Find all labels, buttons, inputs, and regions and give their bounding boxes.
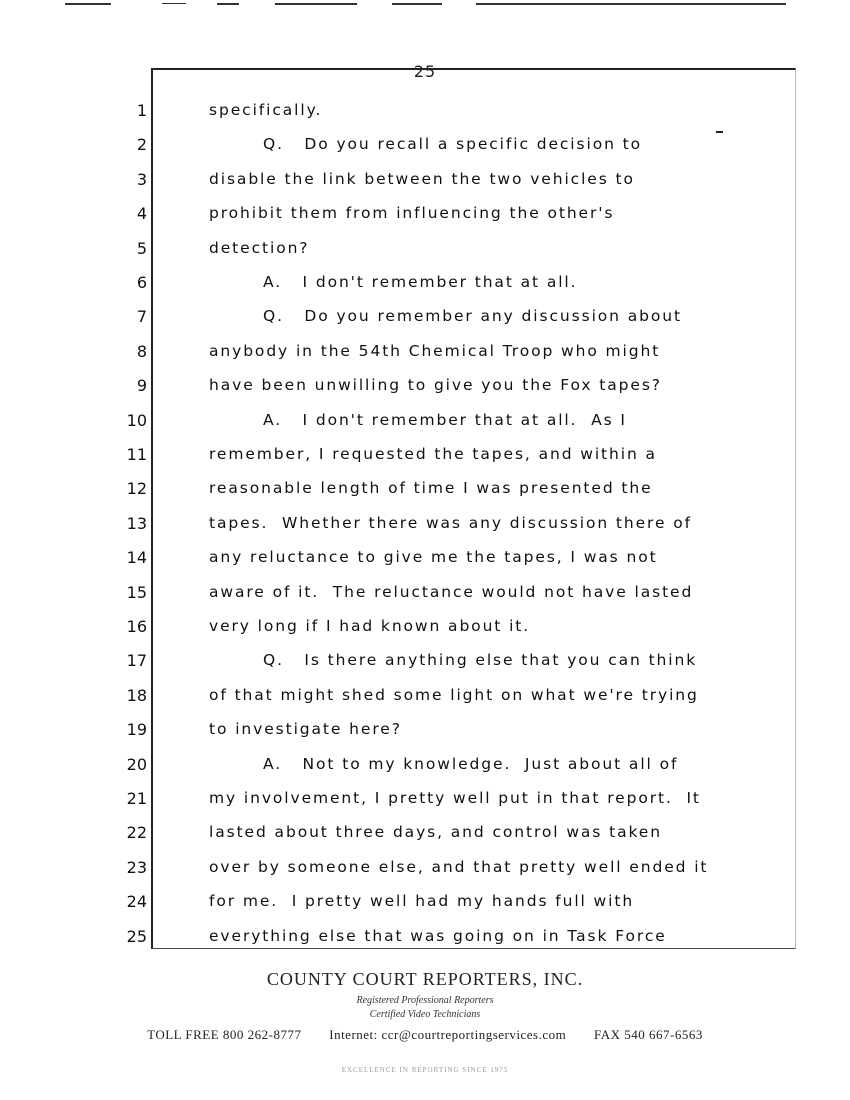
line-number: 17 <box>126 651 147 671</box>
transcript-line <box>0 239 850 265</box>
line-text: prohibit them from influencing the other's <box>209 204 615 223</box>
line-text: Q. Do you recall a specific decision to <box>263 135 642 154</box>
scan-mark <box>217 3 239 5</box>
line-number: 12 <box>126 479 147 499</box>
transcript-line <box>0 376 850 402</box>
transcript-line <box>0 514 850 540</box>
line-text: remember, I requested the tapes, and within a <box>209 445 657 463</box>
firm-name: COUNTY COURT REPORTERS, INC. <box>266 969 584 989</box>
line-text: disable the link between the two vehicles to <box>209 169 635 188</box>
transcript-line <box>0 342 850 368</box>
transcript-line <box>0 617 850 643</box>
line-number: 10 <box>126 410 147 430</box>
transcript-frame <box>151 68 796 949</box>
transcript-line <box>0 823 850 849</box>
line-number: 18 <box>126 685 147 705</box>
scan-mark <box>392 3 442 5</box>
transcript-line <box>0 892 850 918</box>
line-number: 19 <box>126 720 147 740</box>
fax-number: FAX 540 667-6563 <box>593 1027 703 1042</box>
line-text: of that might shed some light on what we're trying <box>209 685 699 704</box>
transcript-line <box>0 583 850 609</box>
transcript-line <box>0 170 850 196</box>
scan-mark <box>476 3 786 5</box>
line-text: tapes. Whether there was any discussion there of <box>209 513 692 532</box>
transcript-line <box>0 651 850 677</box>
line-number: 21 <box>126 789 147 808</box>
scan-mark <box>162 3 186 4</box>
line-number: 7 <box>136 307 147 327</box>
line-text: detection? <box>209 238 310 257</box>
transcript-line <box>0 789 850 815</box>
line-text: A. I don't remember that at all. As I <box>263 410 627 429</box>
line-number: 15 <box>126 582 147 602</box>
line-number: 16 <box>126 617 147 636</box>
line-text: Q. Is there anything else that you can think <box>263 651 698 670</box>
toll-free: TOLL FREE 800 262-8777 <box>147 1027 302 1042</box>
line-number: 6 <box>136 273 147 292</box>
line-number: 23 <box>126 857 147 877</box>
line-number: 22 <box>126 823 147 843</box>
page-number: 25 <box>413 62 437 81</box>
line-text: very long if I had known about it. <box>209 617 531 635</box>
line-number: 9 <box>136 376 147 396</box>
line-text: any reluctance to give me the tapes, I was not <box>209 548 658 567</box>
scan-mark <box>65 3 111 5</box>
transcript-line <box>0 135 850 161</box>
transcript-line <box>0 204 850 230</box>
transcript-line <box>0 755 850 781</box>
line-number: 1 <box>136 101 147 120</box>
line-text: lasted about three days, and control was taken <box>209 823 662 842</box>
line-number: 13 <box>126 513 147 533</box>
fine-print: EXCELLENCE IN REPORTING SINCE 1975 <box>341 1066 509 1074</box>
line-number: 3 <box>136 169 147 189</box>
line-number: 24 <box>126 892 147 912</box>
line-text: A. I don't remember that at all. <box>263 273 578 291</box>
scan-mark <box>716 131 723 133</box>
line-text: specifically. <box>209 101 323 119</box>
line-text: reasonable length of time I was presented the <box>209 479 653 498</box>
transcript-line <box>0 686 850 712</box>
line-number: 4 <box>136 204 147 224</box>
transcript-line <box>0 858 850 884</box>
internet-address: Internet: ccr@courtreportingservices.com <box>329 1027 567 1042</box>
line-number: 20 <box>126 754 147 774</box>
transcript-line <box>0 479 850 505</box>
contact-line <box>0 1027 850 1043</box>
line-number: 8 <box>136 341 147 361</box>
line-number: 2 <box>136 135 147 155</box>
transcript-line <box>0 445 850 471</box>
scan-mark <box>275 3 357 5</box>
line-text: over by someone else, and that pretty well ended it <box>209 857 709 876</box>
line-number: 5 <box>136 238 147 258</box>
line-text: for me. I pretty well had my hands full with <box>209 892 635 911</box>
transcript-line <box>0 307 850 333</box>
transcript-line <box>0 548 850 574</box>
transcript-line <box>0 927 850 953</box>
line-text: to investigate here? <box>209 720 402 739</box>
line-text: everything else that was going on in Task Force <box>209 926 667 945</box>
transcript-line <box>0 720 850 746</box>
line-text: A. Not to my knowledge. Just about all of <box>263 754 679 773</box>
transcript-line <box>0 273 850 299</box>
transcript-line <box>0 411 850 437</box>
line-text: Q. Do you remember any discussion about <box>263 307 682 326</box>
firm-tagline-2: Certified Video Technicians <box>369 1009 481 1020</box>
line-text: anybody in the 54th Chemical Troop who might <box>209 341 661 360</box>
line-text: aware of it. The reluctance would not have lasted <box>209 582 694 601</box>
transcript-line <box>0 101 850 127</box>
line-text: my involvement, I pretty well put in that report. It <box>209 789 701 807</box>
line-number: 11 <box>126 445 147 464</box>
line-text: have been unwilling to give you the Fox tapes? <box>209 376 662 395</box>
line-number: 14 <box>126 548 147 568</box>
firm-tagline-1: Registered Professional Reporters <box>356 995 494 1006</box>
line-number: 25 <box>126 926 147 946</box>
